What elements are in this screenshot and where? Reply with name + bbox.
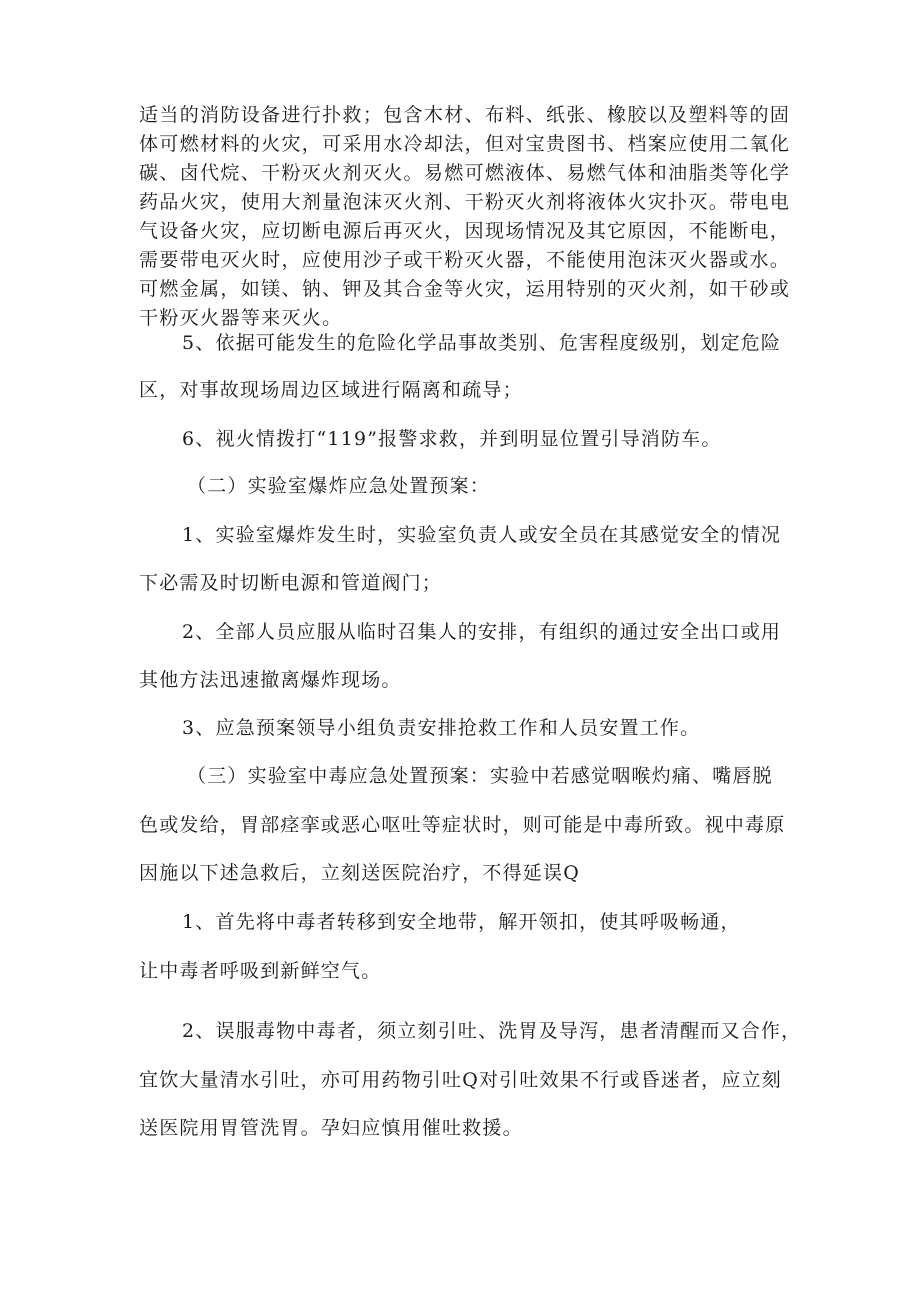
list-item-5: 5、依据可能发生的危险化学品事故类别、危害程度级别，划定危险 <box>182 332 782 354</box>
section3-item-2-continued: 宜饮大量清水引吐，亦可用药物引吐Q对引吐效果不行或昏迷者，应立刻 <box>139 1069 782 1091</box>
section3-item-2-continued: 送医院用胃管洗胃。孕妇应慎用催吐救援。 <box>139 1117 523 1139</box>
list-item-6: 6、视火情拨打“119”报警求救，并到明显位置引导消防车。 <box>182 428 722 450</box>
section3-item-2: 2、误服毒物中毒者，须立刻引吐、洗胃及导泻，患者清醒而又合作， <box>182 1020 802 1042</box>
paragraph-line: 碳、卤代烷、干粉灭火剂灭火。易燃可燃液体、易燃气体和油脂类等化学 <box>139 162 791 184</box>
paragraph-line: 干粉灭火器等来灭火。 <box>139 307 343 329</box>
section2-item-2-continued: 其他方法迅速撤离爆炸现场。 <box>139 669 402 691</box>
paragraph-line: 需要带电灭火时，应使用沙子或干粉灭火器，不能使用泡沫灭火器或水。 <box>139 249 791 271</box>
section2-item-3: 3、应急预案领导小组负责安排抢救工作和人员安置工作。 <box>182 717 701 739</box>
list-item-5-continued: 区，对事故现场周边区域进行隔离和疏导； <box>139 379 523 401</box>
paragraph-line: 可燃金属，如镁、钠、钾及其合金等火灾，运用特别的灭火剂，如干砂或 <box>139 278 791 300</box>
section2-item-2: 2、全部人员应服从临时召集人的安排，有组织的通过安全出口或用 <box>182 621 782 643</box>
section3-item-1-continued: 让中毒者呼吸到新鲜空气。 <box>139 960 382 982</box>
paragraph-line: 体可燃材料的火灾，可采用水冷却法，但对宝贵图书、档案应使用二氧化 <box>139 133 791 155</box>
section-heading-2: （二）实验室爆炸应急处置预案： <box>187 475 491 497</box>
paragraph-line: 气设备火灾，应切断电源后再灭火，因现场情况及其它原因，不能断电， <box>139 220 791 242</box>
section-heading-3: （三）实验室中毒应急处置预案：实验中若感觉咽喉灼痛、嘴唇脱 <box>187 765 773 787</box>
section3-paragraph-line: 色或发给，胃部痉挛或恶心呕吐等症状时，则可能是中毒所致。视中毒原 <box>139 814 786 836</box>
section2-item-1-continued: 下必需及时切断电源和管道阀门； <box>139 572 443 594</box>
section3-item-1: 1、首先将中毒者转移到安全地带，解开领扣，使其呼吸畅通， <box>182 911 741 933</box>
section2-item-1: 1、实验室爆炸发生时，实验室负责人或安全员在其感觉安全的情况 <box>182 524 782 546</box>
paragraph-line: 药品火灾，使用大剂量泡沫灭火剂、干粉灭火剂将液体火灾扑灭。带电电 <box>139 191 791 213</box>
paragraph-line: 适当的消防设备进行扑救；包含木材、布料、纸张、橡胶以及塑料等的固 <box>139 104 791 126</box>
section3-paragraph-line: 因施以下述急救后，立刻送医院治疗，不得延误Q <box>139 862 580 884</box>
